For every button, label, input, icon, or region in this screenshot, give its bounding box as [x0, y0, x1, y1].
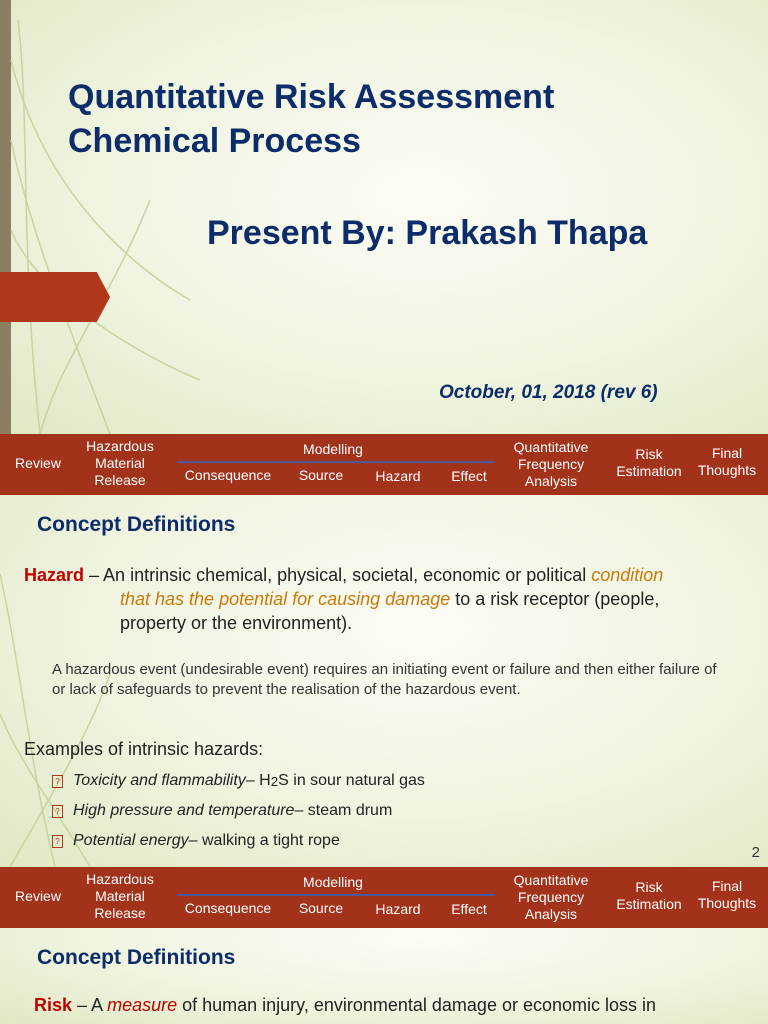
examples-list	[52, 766, 425, 856]
list-item	[52, 826, 425, 856]
nav-hazardous-material-release[interactable]	[80, 871, 160, 922]
hazardous-event-note: A hazardous event (undesirable event) requires an initiating event or failure and then either failure of or lack of safeguards to prevent the realisation of the hazardous event.	[52, 661, 717, 698]
hazard-definition	[24, 563, 744, 635]
nav-final-line-2: Thoughts	[697, 895, 757, 911]
example-1-part-a: – H	[245, 772, 271, 789]
hazard-def-part-a: – An intrinsic chemical, physical, societal, economic or political	[84, 565, 592, 585]
nav-source[interactable]: Source	[298, 900, 344, 916]
nav-qfa-line-1: Quantitative	[513, 872, 589, 888]
nav-risk-line-1: Risk	[635, 879, 663, 895]
nav-modelling[interactable]: Modelling	[303, 441, 363, 457]
title-line-2: Chemical Process	[68, 122, 361, 160]
nav-review[interactable]: Review	[15, 888, 61, 904]
nav-hazmat-line-1: Hazardous	[86, 438, 154, 454]
nav-modelling-divider	[177, 894, 495, 896]
concept-definitions-slide-2	[0, 867, 768, 1024]
nav-quantitative-frequency-analysis[interactable]	[505, 872, 597, 923]
nav-qfa-line-1: Quantitative	[513, 439, 589, 455]
nav-risk-line-1: Risk	[635, 446, 663, 462]
bullet-icon: ?	[52, 805, 63, 818]
nav-hazmat-line-3: Release	[94, 472, 146, 488]
hazard-def-part-b: to a risk receptor (people,	[450, 589, 660, 609]
risk-def-measure: measure	[107, 995, 178, 1015]
example-1-subscript: 2	[270, 773, 279, 789]
nav-risk-line-2: Estimation	[616, 896, 682, 912]
decorative-swirl-lines	[0, 0, 200, 434]
risk-term: Risk	[34, 995, 73, 1015]
hazard-def-part-c: property or the environment).	[120, 613, 353, 633]
example-3-term: Potential energy	[73, 832, 189, 849]
nav-risk-line-2: Estimation	[616, 463, 682, 479]
nav-risk-estimation[interactable]	[612, 879, 686, 913]
risk-definition	[34, 995, 656, 1016]
nav-consequence[interactable]: Consequence	[184, 467, 272, 483]
page-number: 2	[751, 844, 760, 861]
example-2-term: High pressure and temperature	[73, 802, 295, 819]
nav-consequence[interactable]: Consequence	[184, 900, 272, 916]
hazard-def-line-2	[24, 587, 744, 611]
nav-effect[interactable]: Effect	[451, 901, 487, 917]
presenter-name: Present By: Prakash Thapa	[207, 214, 648, 252]
nav-hazmat-line-2: Material	[95, 888, 145, 904]
nav-qfa-line-3: Analysis	[524, 473, 578, 489]
nav-hazmat-line-3: Release	[94, 905, 146, 921]
bullet-icon: ?	[52, 775, 63, 788]
nav-final-thoughts[interactable]	[694, 878, 760, 912]
nav-final-line-2: Thoughts	[697, 462, 757, 478]
section-nav-bar	[0, 867, 768, 928]
section-nav-bar	[0, 434, 768, 495]
nav-quantitative-frequency-analysis[interactable]	[505, 439, 597, 490]
nav-source[interactable]: Source	[298, 467, 344, 483]
nav-review[interactable]: Review	[15, 455, 61, 471]
nav-hazmat-line-1: Hazardous	[86, 871, 154, 887]
example-3-rest: – walking a tight rope	[188, 832, 340, 849]
risk-def-part-b: of human injury, environmental damage or economic loss in	[177, 995, 657, 1015]
nav-hazardous-material-release[interactable]	[80, 438, 160, 489]
nav-qfa-line-2: Frequency	[517, 456, 585, 472]
example-2-rest: – steam drum	[294, 802, 393, 819]
nav-qfa-line-2: Frequency	[517, 889, 585, 905]
hazard-term: Hazard	[24, 565, 85, 585]
bullet-icon: ?	[52, 835, 63, 848]
nav-modelling-divider	[177, 461, 495, 463]
nav-final-line-1: Final	[711, 878, 743, 894]
nav-hazard[interactable]: Hazard	[375, 468, 421, 484]
examples-heading: Examples of intrinsic hazards:	[24, 739, 264, 759]
hazard-def-highlight-2: that has the potential for causing damage	[120, 589, 451, 609]
nav-final-thoughts[interactable]	[694, 445, 760, 479]
title-slide	[0, 0, 768, 434]
list-item	[52, 766, 425, 796]
nav-qfa-line-3: Analysis	[524, 906, 578, 922]
nav-hazmat-line-2: Material	[95, 455, 145, 471]
concept-definitions-slide	[0, 434, 768, 867]
presentation-title	[68, 75, 554, 163]
nav-risk-estimation[interactable]	[612, 446, 686, 480]
list-item	[52, 796, 425, 826]
title-line-1: Quantitative Risk Assessment	[68, 78, 555, 116]
nav-hazard[interactable]: Hazard	[375, 901, 421, 917]
nav-modelling[interactable]: Modelling	[303, 874, 363, 890]
example-1-part-b: S in sour natural gas	[278, 772, 425, 789]
hazard-def-highlight-1: condition	[591, 565, 664, 585]
title-tab-arrow	[0, 272, 110, 322]
section-title: Concept Definitions	[37, 946, 236, 969]
risk-def-part-a: – A	[72, 995, 108, 1015]
nav-final-line-1: Final	[711, 445, 743, 461]
nav-effect[interactable]: Effect	[451, 468, 487, 484]
left-accent-bar	[0, 0, 11, 434]
example-1-term: Toxicity and flammability	[73, 772, 246, 789]
presentation-date: October, 01, 2018 (rev 6)	[439, 382, 658, 403]
section-title: Concept Definitions	[37, 513, 236, 536]
